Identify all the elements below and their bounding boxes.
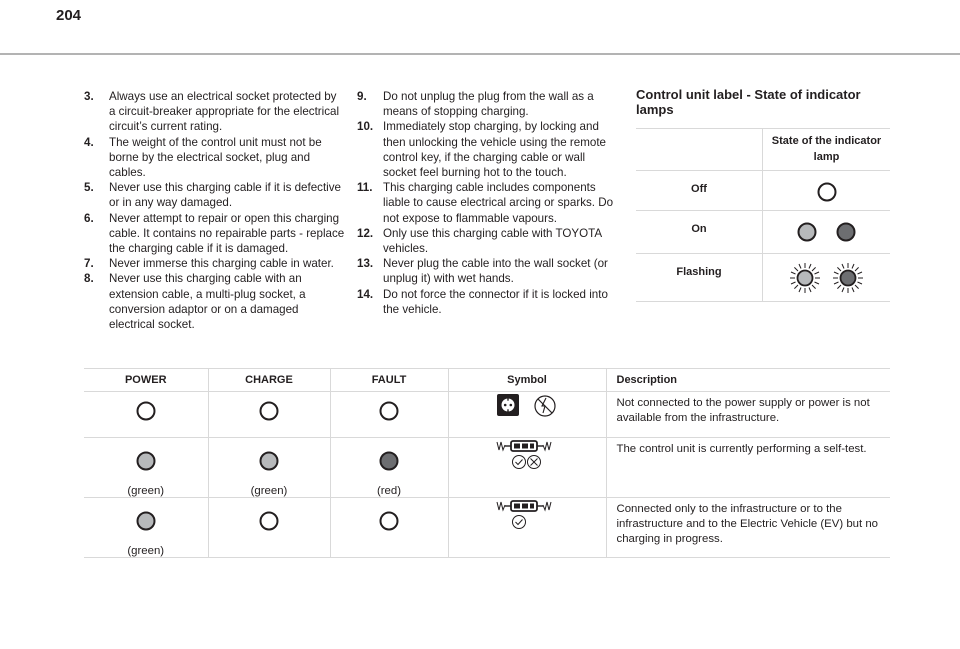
no-power-icon [533, 394, 557, 418]
item-text: Only use this charging cable with TOYOTA vehicles. [383, 226, 602, 256]
lamp-off-icon [258, 400, 280, 422]
lamp-on-green-icon [258, 450, 280, 472]
item-number: 9. [357, 90, 367, 103]
item-number: 3. [84, 90, 94, 103]
item-number: 14. [357, 287, 374, 301]
cable-test-icon [495, 440, 559, 472]
item-number: 8. [84, 272, 94, 286]
item-text: This charging cable includes components liable to cause electrical arcing or sparks. Do not expose to flammable vapours. [383, 181, 614, 225]
list-item [84, 256, 346, 271]
item-number: 6. [84, 211, 94, 225]
safety-list-left [84, 89, 346, 332]
power-cell [84, 498, 208, 558]
table-row [84, 438, 890, 498]
row-description: Connected only to the infrastructure or to the infrastructure and to the Electric Vehicle (EV) but no charging in progress. [606, 498, 890, 558]
fault-cell [330, 438, 448, 498]
list-item [84, 211, 346, 257]
lamp-color-label: (green) [127, 485, 165, 497]
item-text: Never attempt to repair or open this charging cable. It contains no repairable parts - replace the charging cable if it is damaged. [109, 211, 345, 256]
table-row [84, 392, 890, 438]
lamp-on-green-icon [135, 510, 157, 532]
lamp-row-icons [763, 211, 891, 254]
item-number: 4. [84, 135, 94, 149]
column-header-power: POWER [84, 369, 208, 392]
list-item [357, 287, 615, 317]
lamp-on-red-icon [378, 450, 400, 472]
item-number: 13. [357, 257, 374, 271]
page-number: 204 [56, 7, 82, 24]
item-text: Never use this charging cable with an extension cable, a multi-plug socket, a conversion adaptor or on a damaged electrical socket. [109, 272, 306, 332]
column-header-fault: FAULT [330, 369, 448, 392]
item-text: Never immerse this charging cable in water. [109, 257, 334, 271]
charge-cell [208, 438, 330, 498]
item-number: 5. [84, 181, 94, 195]
item-number: 7. [84, 257, 94, 271]
item-number: 12. [357, 226, 374, 240]
symbol-cell [448, 498, 606, 558]
fault-cell [330, 498, 448, 558]
lamp-on-green-icon [135, 450, 157, 472]
lamp-table-header: State of the indicator lamp [763, 129, 891, 171]
lamp-row-icons [763, 254, 891, 302]
lamp-off-icon [135, 400, 157, 422]
lamp-section-heading: Control unit label - State of indicator lamps [636, 87, 861, 117]
item-text: Do not unplug the plug from the wall as a means of stopping charging. [383, 90, 594, 119]
list-item [357, 89, 615, 119]
list-item [357, 256, 615, 286]
item-text: Never use this charging cable if it is defective or in any way damaged. [109, 181, 341, 210]
table-row [84, 498, 890, 558]
lamp-color-label: (red) [376, 485, 402, 497]
list-item [84, 271, 346, 332]
lamp-flashing-red-icon [832, 262, 864, 294]
lamp-state-table [636, 128, 890, 302]
list-item [357, 119, 615, 180]
lamp-row-label: Flashing [636, 254, 763, 302]
lamp-off-icon [816, 181, 838, 203]
list-item [84, 180, 346, 210]
list-item [84, 135, 346, 181]
item-text: The weight of the control unit must not be borne by the electrical socket, plug and cables. [109, 135, 322, 180]
cable-connected-icon [495, 500, 559, 532]
list-item [84, 89, 346, 135]
power-cell [84, 438, 208, 498]
lamp-color-label: (green) [127, 545, 165, 557]
power-cell [84, 392, 208, 438]
lamp-color-label: (green) [250, 485, 288, 497]
item-text: Always use an electrical socket protected by a circuit-breaker appropriate for the electrical circuit’s current rating. [109, 90, 340, 134]
lamp-off-icon [378, 400, 400, 422]
indicator-states-table [84, 368, 890, 558]
header-rule [0, 53, 960, 55]
list-item [357, 180, 615, 226]
item-number: 11. [357, 181, 373, 195]
item-text: Do not force the connector if it is locked into the vehicle. [383, 287, 608, 316]
lamp-flashing-green-icon [789, 262, 821, 294]
symbol-cell [448, 392, 606, 438]
lamp-row-label: Off [636, 171, 763, 211]
row-description: The control unit is currently performing a self-test. [606, 438, 890, 498]
lamp-row-icons [763, 171, 891, 211]
item-text: Never plug the cable into the wall socket (or unplug it) with wet hands. [383, 257, 608, 286]
socket-icon [497, 394, 519, 416]
item-text: Immediately stop charging, by locking and then unlocking the vehicle using the remote control key, if the charging cable or wall socket feel burning hot to the touch. [383, 120, 606, 180]
lamp-table-corner [636, 129, 763, 171]
charge-cell [208, 392, 330, 438]
safety-list-right [357, 89, 615, 317]
column-header-description: Description [606, 369, 890, 392]
lamp-row-label: On [636, 211, 763, 254]
column-header-charge: CHARGE [208, 369, 330, 392]
charge-cell [208, 498, 330, 558]
fault-cell [330, 392, 448, 438]
lamp-off-icon [378, 510, 400, 532]
lamp-on-red-icon [835, 221, 857, 243]
item-number: 10. [357, 120, 374, 134]
lamp-on-green-icon [796, 221, 818, 243]
list-item [357, 226, 615, 256]
lamp-off-icon [258, 510, 280, 532]
symbol-cell [448, 438, 606, 498]
column-header-symbol: Symbol [448, 369, 606, 392]
row-description: Not connected to the power supply or power is not available from the infrastructure. [606, 392, 890, 438]
